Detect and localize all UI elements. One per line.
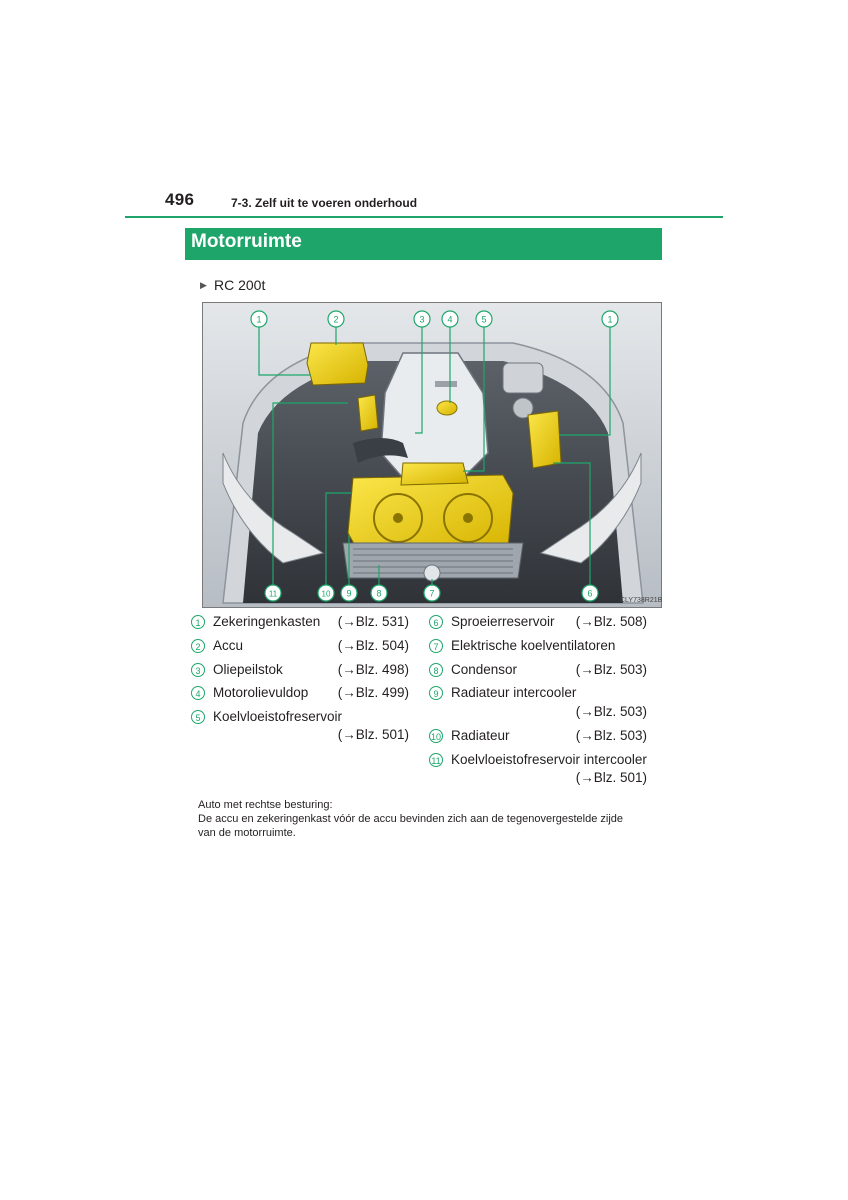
callout-bottom-5: 7 xyxy=(429,588,435,599)
callout-top-3: 3 xyxy=(419,314,425,325)
legend-label: Koelvloeistofreservoir intercooler xyxy=(451,752,647,767)
engine-bay-drawing xyxy=(203,303,661,607)
legend-ref: (→Blz. 501) xyxy=(337,727,409,742)
callout-bottom-2: 10 xyxy=(321,589,331,599)
legend-number: 7 xyxy=(429,639,443,653)
variant-label: RC 200t xyxy=(214,277,266,293)
callout-bottom-3: 9 xyxy=(346,588,352,599)
triangle-bullet-icon: ▶ xyxy=(200,280,207,290)
legend-ref: (→Blz. 498) xyxy=(337,662,409,677)
legend-number: 5 xyxy=(191,710,205,724)
legend-number: 1 xyxy=(191,615,205,629)
callout-bottom-6: 6 xyxy=(587,588,593,599)
legend-label: Radiateur intercooler xyxy=(451,685,577,700)
legend-number: 4 xyxy=(191,686,205,700)
legend-number: 11 xyxy=(429,753,443,767)
note-line: van de motorruimte. xyxy=(198,827,296,839)
legend-ref: (→Blz. 531) xyxy=(337,614,409,629)
callout-top-6: 1 xyxy=(607,314,613,325)
callout-bottom-4: 8 xyxy=(376,588,382,599)
legend-number: 3 xyxy=(191,663,205,677)
legend-number: 8 xyxy=(429,663,443,677)
legend-label: Condensor xyxy=(451,662,518,677)
legend-number: 10 xyxy=(429,729,443,743)
legend-label: Accu xyxy=(213,638,244,653)
callout-top-1: 1 xyxy=(256,314,262,325)
legend-label: Zekeringenkasten xyxy=(213,614,321,629)
legend-ref: (→Blz. 499) xyxy=(337,685,409,700)
callout-bottom-1: 11 xyxy=(268,589,278,599)
legend-ref: (→Blz. 504) xyxy=(337,638,409,653)
header-divider xyxy=(125,216,723,218)
legend-label: Motorolievuldop xyxy=(213,685,309,700)
engine-bay-illustration xyxy=(202,302,662,608)
figure-code: CLY738R21B xyxy=(620,597,663,604)
legend-ref: (→Blz. 503) xyxy=(575,662,647,677)
legend-label: Koelvloeistofreservoir xyxy=(213,709,343,724)
callout-top-5: 5 xyxy=(481,314,487,325)
callout-top-2: 2 xyxy=(333,314,339,325)
note-line: Auto met rechtse besturing: xyxy=(198,799,333,811)
legend-ref: (→Blz. 503) xyxy=(575,704,647,719)
legend-ref: (→Blz. 501) xyxy=(575,770,647,785)
legend-label: Sproeierreservoir xyxy=(451,614,555,629)
legend-number: 6 xyxy=(429,615,443,629)
section-title: 7-3. Zelf uit te voeren onderhoud xyxy=(231,196,418,210)
note-line: De accu en zekeringenkast vóór de accu bevinden zich aan de tegenovergestelde zijde xyxy=(198,813,623,825)
legend-label: Oliepeilstok xyxy=(213,662,283,677)
legend-ref: (→Blz. 503) xyxy=(575,728,647,743)
legend-label: Elektrische koelventilatoren xyxy=(451,638,616,653)
legend-number: 9 xyxy=(429,686,443,700)
legend-ref: (→Blz. 508) xyxy=(575,614,647,629)
legend-number: 2 xyxy=(191,639,205,653)
page-number: 496 xyxy=(165,190,195,209)
note-block xyxy=(198,798,668,840)
legend-label: Radiateur xyxy=(451,728,510,743)
callout-top-4: 4 xyxy=(447,314,453,325)
page-heading: Motorruimte xyxy=(191,231,302,252)
